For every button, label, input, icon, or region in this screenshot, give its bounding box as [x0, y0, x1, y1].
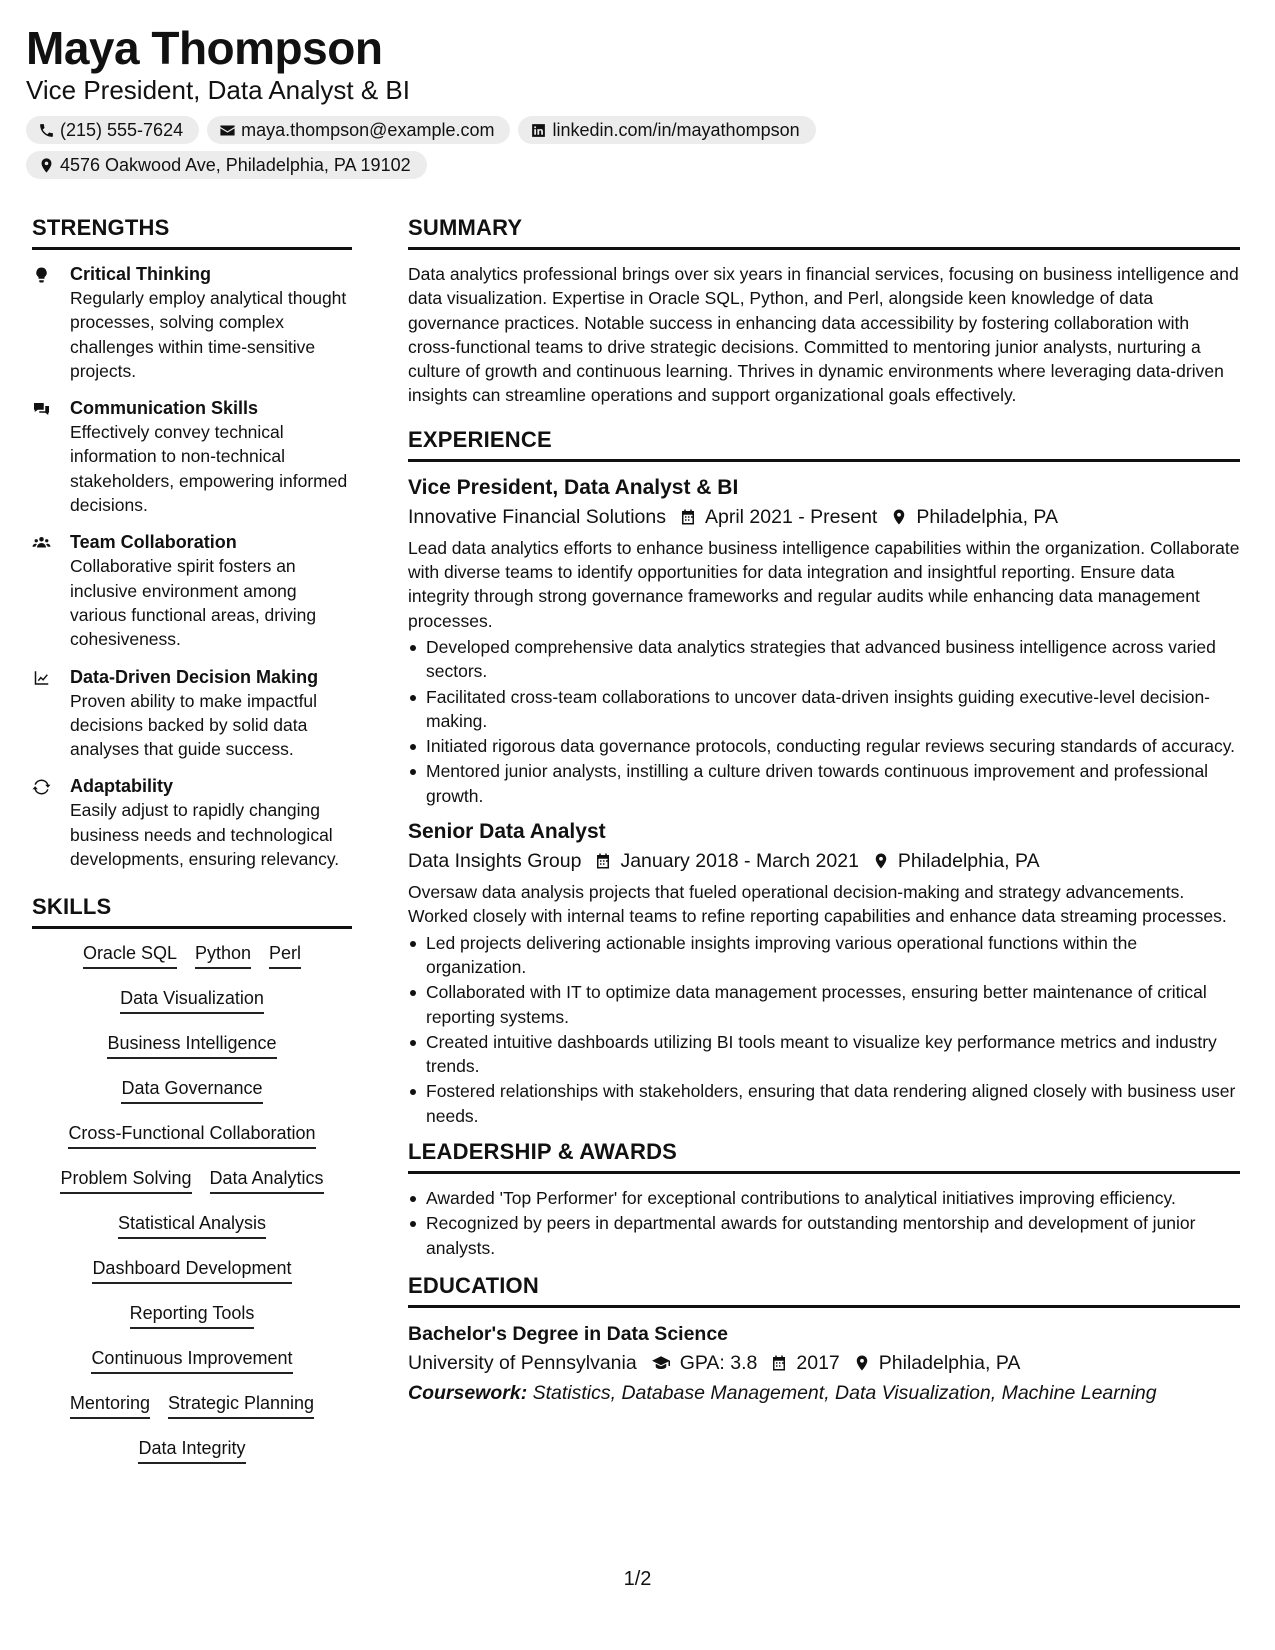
strength-description: Easily adjust to rapidly changing business needs and technological developments, ensuring relevancy.	[70, 800, 340, 870]
degree-title: Bachelor's Degree in Data Science	[408, 1322, 729, 1345]
job-bullets	[408, 635, 1240, 808]
linkedin-icon	[530, 122, 547, 139]
education-meta	[408, 1348, 1240, 1378]
strength-item	[32, 665, 352, 762]
map-pin-icon	[853, 1354, 871, 1372]
skill-tag: Oracle SQL	[83, 941, 177, 969]
calendar-icon	[679, 508, 697, 526]
candidate-title: Vice President, Data Analyst & BI	[26, 75, 410, 105]
job-entry	[408, 474, 1240, 808]
education-location: Philadelphia, PA	[878, 1351, 1021, 1374]
job-description: Oversaw data analysis projects that fueled operational decision-making and strategy advancements. Worked closely with internal teams to refine reporting capabilities and enhance data streaming processes.	[408, 882, 1227, 927]
page-number: 1/2	[623, 1568, 652, 1590]
calendar-icon	[594, 852, 612, 870]
skill-tag: Dashboard Development	[92, 1256, 291, 1284]
resume-header	[26, 22, 1246, 186]
strength-name: Adaptability	[70, 776, 174, 797]
graduation-year: 2017	[796, 1351, 840, 1374]
experience-heading: EXPERIENCE	[408, 426, 1240, 462]
job-location: Philadelphia, PA	[897, 850, 1040, 873]
skill-tag: Problem Solving	[60, 1166, 191, 1194]
job-company: Innovative Financial Solutions	[408, 505, 666, 528]
sync-icon	[32, 778, 51, 796]
summary-text: Data analytics professional brings over six years in financial services, focusing on business intelligence and data visualization. Expertise in Oracle SQL, Python, and Perl, alongside keen knowledge of data governance practices. Notable success in enhancing data accessibility by fostering collaboration with cross-functional teams to drive strategic decisions. Committed to mentoring junior analysts, nurturing a culture of growth and continuous learning. Thrives in dynamic environments where leveraging data-driven insights can streamline operations and support organizational goals effectively.	[408, 264, 1239, 406]
skill-tag: Reporting Tools	[130, 1301, 255, 1329]
bullet-item: Recognized by peers in departmental awards for outstanding mentorship and development of junior analysts.	[408, 1211, 1240, 1260]
linkedin-contact[interactable]	[518, 116, 815, 144]
left-column	[32, 214, 352, 1481]
users-icon	[32, 534, 51, 552]
chat-bubbles-icon	[32, 400, 51, 418]
strength-item	[32, 396, 352, 517]
envelope-icon	[219, 122, 236, 139]
map-pin-icon	[890, 508, 908, 526]
bullet-item: Led projects delivering actionable insights improving various operational functions within the organization.	[408, 931, 1240, 980]
leadership-heading: LEADERSHIP & AWARDS	[408, 1138, 1240, 1174]
job-dates: January 2018 - March 2021	[620, 850, 859, 873]
lightbulb-icon	[32, 266, 51, 284]
strength-item	[32, 262, 352, 383]
school-name: University of Pennsylvania	[408, 1351, 637, 1374]
phone-text: (215) 555-7624	[60, 119, 184, 140]
email-contact[interactable]	[207, 116, 510, 144]
strength-name: Team Collaboration	[70, 532, 237, 553]
phone-contact[interactable]	[26, 116, 199, 144]
bullet-item: Developed comprehensive data analytics strategies that advanced business intelligence across varied sectors.	[408, 635, 1240, 684]
skills-heading: SKILLS	[32, 893, 352, 929]
strength-description: Collaborative spirit fosters an inclusive environment among various functional areas, driving cohesiveness.	[70, 556, 317, 650]
strength-name: Communication Skills	[70, 398, 259, 419]
candidate-name: Maya Thompson	[26, 22, 383, 74]
bullet-item: Created intuitive dashboards utilizing BI tools meant to visualize key performance metrics and industry trends.	[408, 1030, 1240, 1079]
skill-tag: Mentoring	[70, 1391, 150, 1419]
skill-tag: Business Intelligence	[107, 1031, 276, 1059]
job-dates: April 2021 - Present	[705, 505, 878, 528]
bullet-item: Initiated rigorous data governance protocols, conducting regular reviews securing standards of accuracy.	[408, 734, 1240, 758]
email-text: maya.thompson@example.com	[241, 119, 495, 140]
job-meta	[408, 502, 1240, 532]
skill-tag: Cross-Functional Collaboration	[68, 1121, 315, 1149]
skill-tag: Perl	[269, 941, 301, 969]
leadership-list	[408, 1186, 1240, 1260]
skill-tag: Data Governance	[121, 1076, 262, 1104]
phone-icon	[38, 122, 55, 139]
map-pin-icon	[872, 852, 890, 870]
skill-tag: Python	[195, 941, 251, 969]
job-company: Data Insights Group	[408, 850, 582, 873]
education-heading: EDUCATION	[408, 1272, 1240, 1308]
job-location: Philadelphia, PA	[916, 505, 1058, 528]
address-text: 4576 Oakwood Ave, Philadelphia, PA 19102	[60, 154, 411, 175]
skill-tag: Statistical Analysis	[118, 1211, 266, 1239]
line-chart-icon	[32, 669, 51, 687]
strength-description: Proven ability to make impactful decisions backed by solid data analyses that guide success.	[70, 690, 318, 760]
calendar-icon	[770, 1354, 788, 1372]
strength-name: Critical Thinking	[70, 264, 212, 284]
job-entry	[408, 818, 1240, 1128]
job-meta	[408, 846, 1240, 876]
graduation-cap-icon	[650, 1354, 672, 1372]
skills-list	[32, 941, 352, 1481]
job-description: Lead data analytics efforts to enhance business intelligence capabilities within the organization. Collaborate with diverse teams to identify opportunities for data integration and insightful reporting. Ensure data integrity through strong governance frameworks and regular audits while enhancing data management processes.	[408, 537, 1240, 631]
strength-description: Regularly employ analytical thought processes, solving complex challenges within time-sensitive projects.	[70, 288, 347, 381]
job-title: Vice President, Data Analyst & BI	[408, 475, 739, 499]
job-bullets	[408, 931, 1240, 1128]
coursework-list: Statistics, Database Management, Data Visualization, Machine Learning	[532, 1381, 1157, 1404]
strength-item	[32, 774, 352, 871]
coursework-label: Coursework:	[408, 1381, 528, 1404]
strength-name: Data-Driven Decision Making	[70, 666, 319, 687]
contact-list	[26, 116, 926, 186]
skill-tag: Data Analytics	[210, 1166, 324, 1194]
address-contact	[26, 151, 427, 179]
skill-tag: Strategic Planning	[168, 1391, 314, 1419]
bullet-item: Fostered relationships with stakeholders, ensuring that data rendering aligned closely with business user needs.	[408, 1079, 1240, 1128]
bullet-item: Collaborated with IT to optimize data management processes, ensuring better maintenance of critical reporting systems.	[408, 980, 1240, 1029]
gpa-text: GPA: 3.8	[679, 1351, 758, 1374]
bullet-item: Awarded 'Top Performer' for exceptional contributions to analytical initiatives improving efficiency.	[408, 1186, 1240, 1210]
map-pin-icon	[38, 157, 55, 174]
skill-tag: Continuous Improvement	[91, 1346, 292, 1374]
bullet-item: Mentored junior analysts, instilling a culture driven towards continuous improvement and professional growth.	[408, 759, 1240, 808]
skill-tag: Data Integrity	[138, 1436, 245, 1464]
right-column	[408, 214, 1240, 1408]
strength-description: Effectively convey technical information to non-technical stakeholders, empowering informed decisions.	[70, 422, 348, 516]
strengths-heading: STRENGTHS	[32, 214, 352, 250]
job-title: Senior Data Analyst	[408, 820, 606, 844]
linkedin-text: linkedin.com/in/mayathompson	[552, 119, 800, 140]
bullet-item: Facilitated cross-team collaborations to uncover data-driven insights guiding executive-level decision-making.	[408, 685, 1240, 734]
skill-tag: Data Visualization	[120, 986, 264, 1014]
summary-heading: SUMMARY	[408, 214, 1240, 250]
coursework-line	[408, 1378, 1240, 1408]
strength-item	[32, 530, 352, 651]
